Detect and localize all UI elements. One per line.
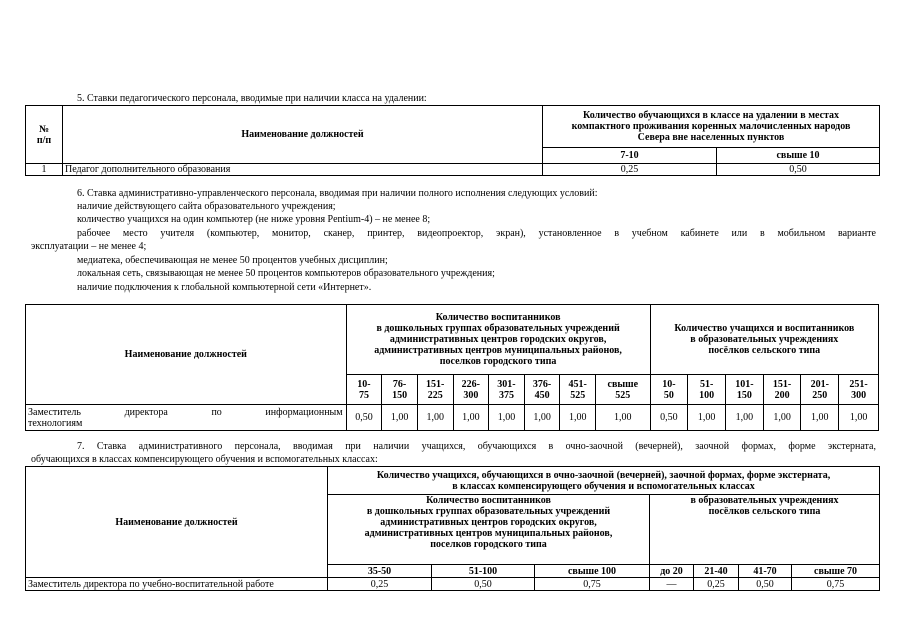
cell-value: 0,50 <box>432 578 535 591</box>
range-header: 451- 525 <box>560 375 596 405</box>
cell-value: 0,75 <box>535 578 650 591</box>
range-header: 76- 150 <box>382 375 418 405</box>
group-header: Количество обучающихся в классе на удалении в местах компактного проживания коренных малочисленных народов Севера вне населенных пунктов <box>543 106 880 148</box>
range-header: свыше 100 <box>535 565 650 578</box>
range-header: 376- 450 <box>524 375 560 405</box>
row-name-word: информационным <box>265 406 343 418</box>
cell-value: — <box>650 578 694 591</box>
col-num-header: № п/п <box>26 106 63 164</box>
row-name-word: по <box>211 406 222 418</box>
row-name: Педагог дополнительного образования <box>63 164 543 176</box>
range-header: 35-50 <box>328 565 432 578</box>
cell-value: 1,00 <box>688 405 726 431</box>
cell-value: 0,25 <box>694 578 739 591</box>
range-header: 21-40 <box>694 565 739 578</box>
range-header: 51- 100 <box>688 375 726 405</box>
range-header: 151- 200 <box>763 375 801 405</box>
condition-item: медиатека, обеспечивающая не менее 50 процентов учебных дисциплин; <box>77 255 388 266</box>
cell-value: 1,00 <box>453 405 489 431</box>
cell-value: 1,00 <box>596 405 651 431</box>
range-header: 301- 375 <box>489 375 525 405</box>
cell-value: 0,25 <box>328 578 432 591</box>
cell-value: 0,50 <box>346 405 382 431</box>
range-header: 10- 50 <box>650 375 688 405</box>
row-name-line2: технологиям <box>28 417 83 429</box>
cell-value: 1,00 <box>524 405 560 431</box>
cell-value: 0,75 <box>792 578 880 591</box>
cell-value: 0,50 <box>650 405 688 431</box>
range-header: 201- 250 <box>801 375 839 405</box>
range-header: 151- 225 <box>417 375 453 405</box>
col-name-header: Наименование должностей <box>26 305 347 405</box>
range-header: 226- 300 <box>453 375 489 405</box>
range-header: 51-100 <box>432 565 535 578</box>
row-number: 1 <box>26 164 63 176</box>
cell-value: 1,00 <box>763 405 801 431</box>
row-name <box>26 405 347 431</box>
section7-heading: 7. Ставка административного персонала, вводимая при наличии учащихся, обучающихся в очно-заочной (вечерней), заочной формах, форме экстерната, <box>77 441 876 452</box>
condition-item: наличие подключения к глобальной компьютерной сети «Интернет». <box>77 282 372 293</box>
range-header: 101- 150 <box>726 375 764 405</box>
cell-value: 1,00 <box>417 405 453 431</box>
row-name: Заместитель директора по учебно-воспитательной работе <box>26 578 328 591</box>
range-header: свыше 10 <box>717 148 880 164</box>
cell-value: 1,00 <box>839 405 879 431</box>
cell-value: 1,00 <box>382 405 418 431</box>
section7-table <box>25 466 880 591</box>
condition-item: рабочее место учителя (компьютер, монитор, сканер, принтер, видеопроектор, экран), установленное в учебном кабинете или в мобильном варианте <box>77 228 876 239</box>
range-header: свыше 525 <box>596 375 651 405</box>
section7-heading-cont: обучающихся в классах компенсирующего обучения и вспомогательных классах: <box>31 454 378 465</box>
row-name-word: Заместитель <box>28 406 81 418</box>
cell-value: 0,25 <box>543 164 717 176</box>
group-header-rural: в образовательных учреждениях посёлков сельского типа <box>650 495 880 565</box>
range-header: свыше 70 <box>792 565 880 578</box>
col-name-header: Наименование должностей <box>63 106 543 164</box>
cell-value: 1,00 <box>726 405 764 431</box>
section6-heading: 6. Ставка административно-управленческого персонала, вводимая при наличии полного исполнения следующих условий: <box>77 188 598 199</box>
row-name-word: директора <box>124 406 168 418</box>
range-header: 41-70 <box>739 565 792 578</box>
cell-value: 1,00 <box>560 405 596 431</box>
range-header: 7-10 <box>543 148 717 164</box>
cell-value: 1,00 <box>801 405 839 431</box>
section5-heading: 5. Ставки педагогического персонала, вводимые при наличии класса на удалении: <box>77 93 427 104</box>
range-header: 10- 75 <box>346 375 382 405</box>
group-header-urban: Количество воспитанников в дошкольных группах образовательных учреждений административных центров городских округов, административных центров муниципальных районов, поселков городского типа <box>328 495 650 565</box>
condition-item: локальная сеть, связывающая не менее 50 процентов компьютеров образовательного учреждения; <box>77 268 495 279</box>
cell-value: 0,50 <box>739 578 792 591</box>
condition-item: наличие действующего сайта образовательного учреждения; <box>77 201 336 212</box>
range-header: 251- 300 <box>839 375 879 405</box>
section5-table <box>25 105 880 176</box>
cell-value: 0,50 <box>717 164 880 176</box>
group-header-rural: Количество учащихся и воспитанников в образовательных учреждениях посёлков сельского типа <box>650 305 878 375</box>
section6-table <box>25 304 879 431</box>
condition-item: количество учащихся на один компьютер (не ниже уровня Pentium-4) – не менее 8; <box>77 214 431 225</box>
cell-value: 1,00 <box>489 405 525 431</box>
group-header-top: Количество учащихся, обучающихся в очно-заочной (вечерней), заочной формах, форме экстерната, в классах компенсирующего обучения и вспомогательных классах <box>328 467 880 495</box>
col-name-header: Наименование должностей <box>26 467 328 578</box>
condition-item: эксплуатации – не менее 4; <box>31 241 147 252</box>
range-header: до 20 <box>650 565 694 578</box>
group-header-urban: Количество воспитанников в дошкольных группах образовательных учреждений административных центров городских округов, административных центров муниципальных районов, поселков городского типа <box>346 305 650 375</box>
